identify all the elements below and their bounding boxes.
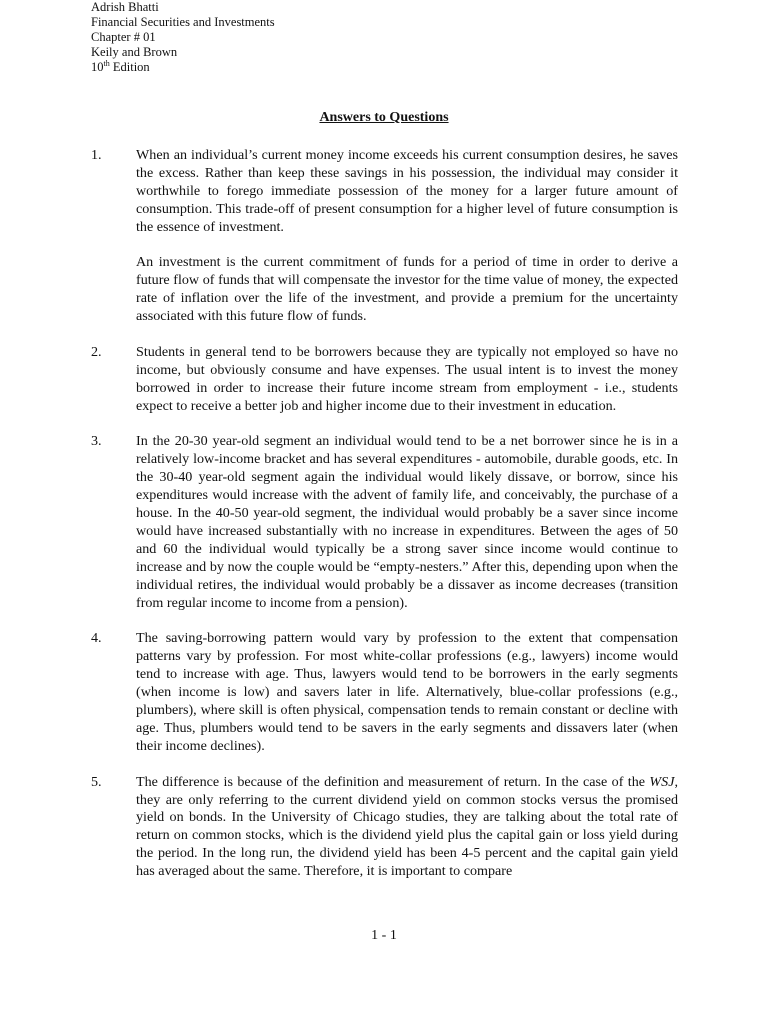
answer-text — [136, 774, 678, 881]
answer-item-4 — [91, 630, 678, 755]
answer-text — [136, 433, 678, 612]
answer-item-1 — [91, 147, 678, 326]
answer-paragraph: In the 20-30 year-old segment an individual would tend to be a net borrower since he is in a relatively low-income bracket and has several expenditures - automobile, durable goods, etc. In the 30-40 year-old segment again the individual would likely dissave, or borrow, since his expenditures would increase with the advent of family life, and conceivably, the purchase of a house. In the 40-50 year-old segment, the individual would probably be a saver since income would have increased substantially with no increase in expenditures. Between the ages of 50 and 60 the individual would typically be a strong saver since income would continue to increase and by now the couple would be “empty-nesters.” After this, depending upon when the individual retires, the individual would probably be a dissaver as income decreases (transition from regular income to income from a pension). — [136, 433, 678, 611]
answer-paragraph: The saving-borrowing pattern would vary by profession to the extent that compensation patterns vary by profession. For most white-collar professions (e.g., lawyers) income would tend to increase with age. Thus, lawyers would tend to be borrowers in the early segments (when income is low) and savers later in life. Alternatively, blue-collar professions (e.g., plumbers), where skill is often physical, compensation tends to remain constant or decline with age. Thus, plumbers would tend to be savers in the early segments and dissavers later (when their income declines). — [136, 630, 678, 754]
page-number: 1 - 1 — [371, 928, 397, 943]
answer-number: 1. — [91, 147, 102, 163]
answer-number: 2. — [91, 343, 102, 360]
answer-text — [136, 344, 678, 416]
answer-text-intro: The difference is because of the definition and measurement of return. In the case of the — [136, 773, 650, 790]
answer-number: 5. — [91, 773, 102, 790]
answer-text — [136, 630, 678, 755]
answer-number: 3. — [91, 433, 102, 450]
answer-text-rest: , they are only referring to the current dividend yield on common stocks versus the promised yield on bonds. In the University of Chicago studies, they are talking about the total rate of return on common stocks, which is the dividend yield plus the capital gain or loss yield during the period. In the long run, the dividend yield has been 4-5 percent and the capital gain yield has averaged about the same. Therefore, it is important to compare — [136, 773, 678, 880]
page-title: Answers to Questions — [319, 110, 449, 125]
author-name: Adrish Bhatti — [91, 0, 159, 14]
answer-paragraph: When an individual’s current money income exceeds his current consumption desires, he saves the excess. Rather than keep these savings in his possession, the individual may consider it worthwhile to forego immediate possession of the money for a larger future amount of consumption. This trade-off of present consumption for a higher level of future consumption is the essence of investment. — [136, 147, 678, 235]
textbook-authors: Keily and Brown — [91, 45, 178, 59]
answers-list — [91, 147, 678, 899]
document-header — [91, 0, 275, 75]
answer-item-2 — [91, 344, 678, 416]
answer-text — [136, 147, 678, 326]
edition-suffix: th — [103, 58, 110, 68]
edition-label — [91, 60, 275, 75]
answer-number: 4. — [91, 630, 102, 647]
answer-paragraph — [136, 774, 678, 881]
answer-text-italic: WSJ — [649, 773, 675, 790]
edition-word: Edition — [109, 60, 150, 74]
answer-paragraph: Students in general tend to be borrowers because they are typically not employed so have no income, but obviously consume and have expenses. The usual intent is to invest the money borrowed in order to increase their future income stream from employment - i.e., students expect to receive a better job and higher income due to their investment in education. — [136, 343, 678, 414]
course-name: Financial Securities and Investments — [91, 15, 275, 29]
chapter-label: Chapter # 01 — [91, 30, 156, 44]
answer-paragraph: An investment is the current commitment of funds for a period of time in order to derive a future flow of funds that will compensate the investor for the time value of money, the expected rate of inflation over the life of the investment, and provide a premium for the uncertainty associated with this future flow of funds. — [136, 254, 678, 325]
answer-item-5 — [91, 774, 678, 881]
answer-item-3 — [91, 433, 678, 612]
edition-number: 10 — [91, 60, 104, 74]
